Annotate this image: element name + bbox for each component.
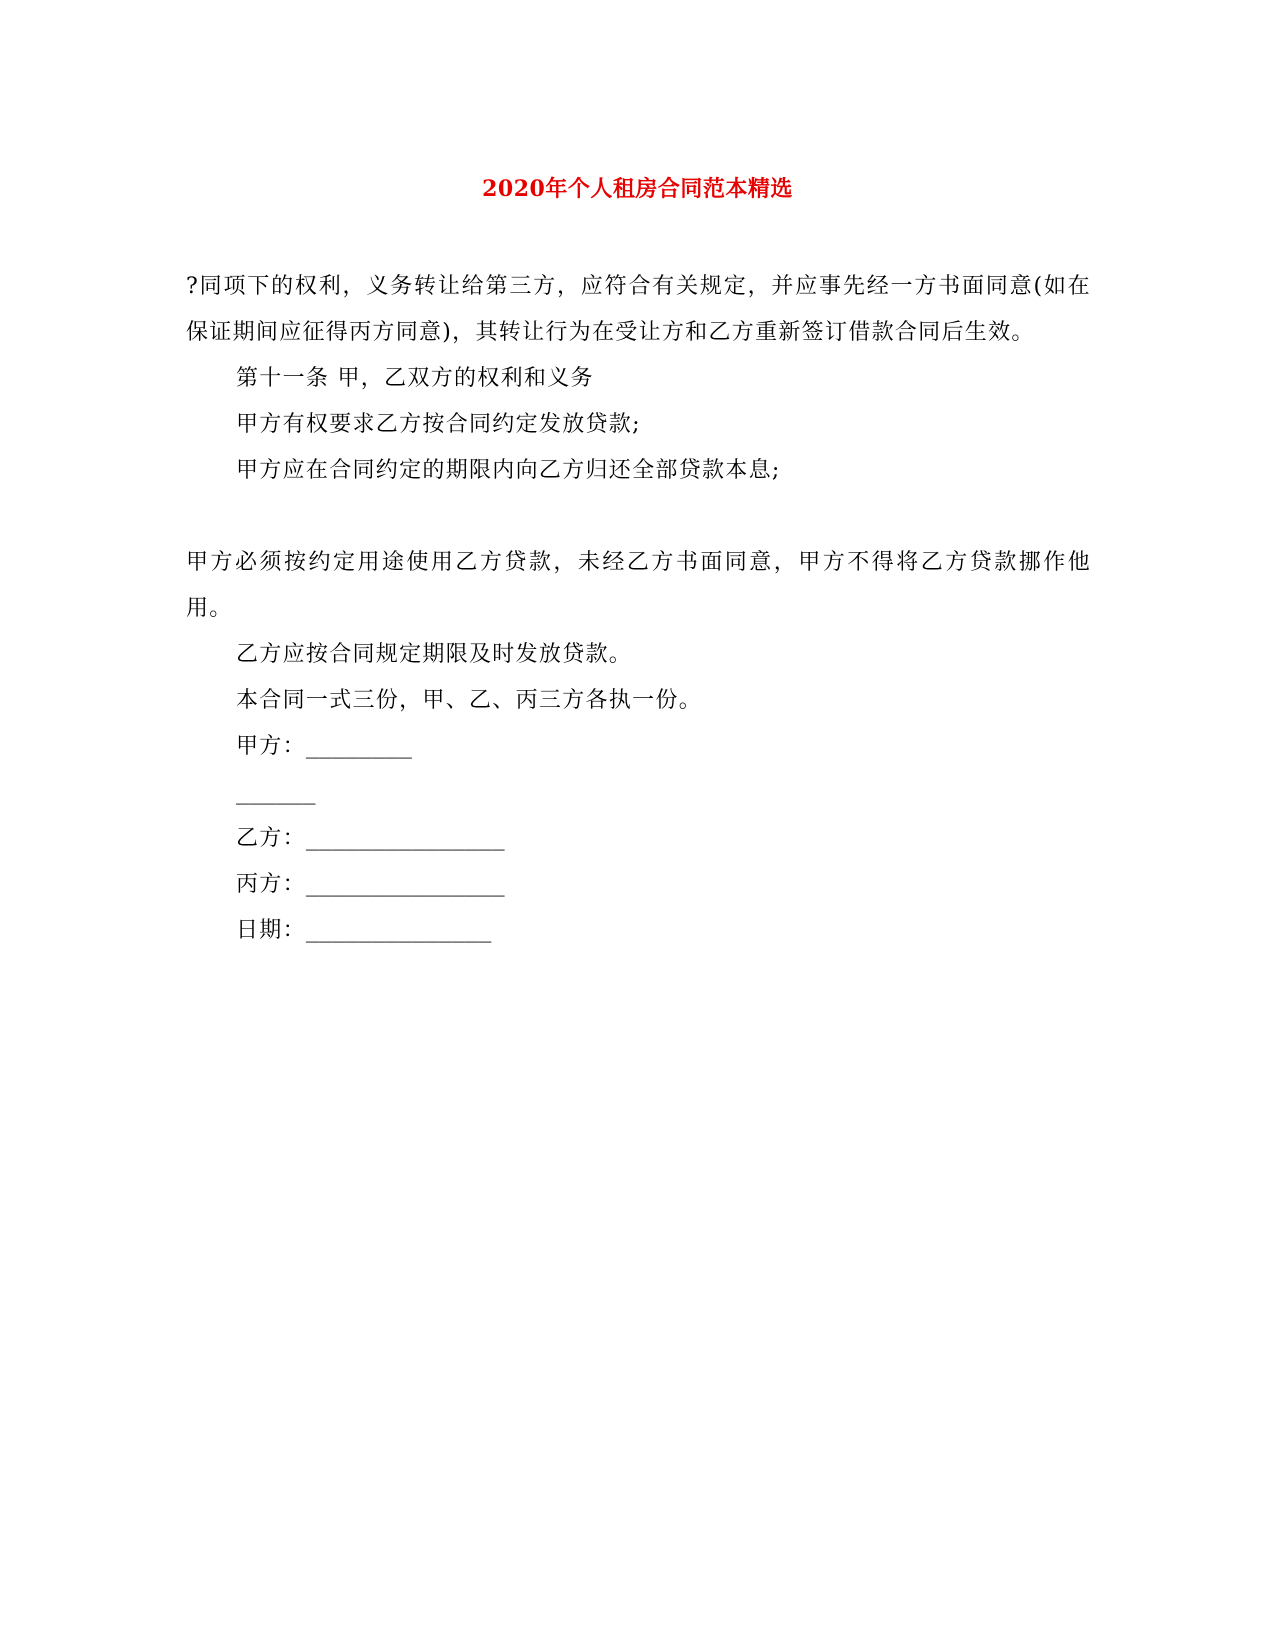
signature-date: [186, 908, 1091, 954]
paragraph-party-b-duty: 乙方应按合同规定期限及时发放贷款。: [236, 642, 633, 667]
document-body: [186, 264, 1091, 954]
party-c-label: 丙方：: [236, 872, 306, 897]
paragraph-copies: 本合同一式三份，甲、乙、丙三方各执一份。: [236, 688, 703, 713]
party-a-blank: ________: [305, 734, 412, 759]
party-c-blank: _______________: [305, 872, 505, 897]
paragraph-party-a-repay: 甲方应在合同约定的期限内向乙方归还全部贷款本息;: [236, 458, 781, 483]
signature-party-a: [186, 724, 1091, 770]
paragraph-transfer-clause: ?同项下的权利，义务转让给第三方，应符合有关规定，并应事先经一方书面同意(如在保证期间应征得丙方同意)，其转让行为在受让方和乙方重新签订借款合同后生效。: [186, 274, 1091, 345]
article-11-heading: 第十一条 甲，乙双方的权利和义务: [236, 366, 594, 391]
party-b-blank: _______________: [305, 826, 505, 851]
signature-continuation: [186, 770, 1091, 816]
date-blank: ______________: [305, 918, 492, 943]
document-title: 2020年个人租房合同范本精选: [482, 176, 793, 202]
paragraph-party-a-right: 甲方有权要求乙方按合同约定发放贷款;: [236, 412, 641, 437]
continuation-blank: ______: [236, 780, 316, 805]
paragraph-gap: [186, 494, 1091, 540]
party-a-label: 甲方：: [236, 734, 306, 759]
signature-party-b: [186, 816, 1091, 862]
party-b-label: 乙方：: [236, 826, 306, 851]
paragraph-loan-usage: 甲方必须按约定用途使用乙方贷款，未经乙方书面同意，甲方不得将乙方贷款挪作他用。: [186, 550, 1091, 621]
date-label: 日期：: [236, 918, 306, 943]
signature-party-c: [186, 862, 1091, 908]
